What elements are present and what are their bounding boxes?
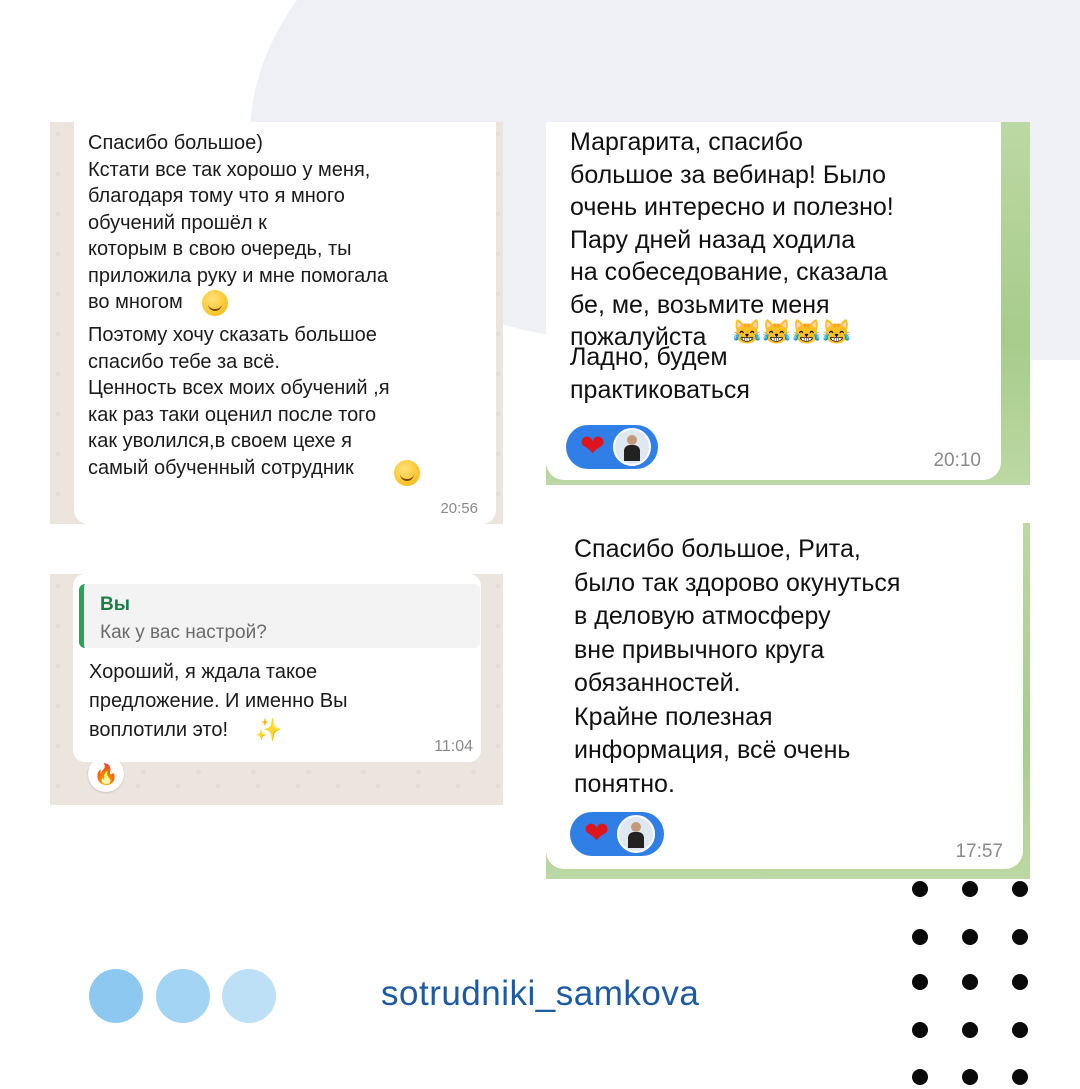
dot <box>912 881 928 897</box>
slightly-smiling-face-icon <box>394 460 420 486</box>
dot <box>1012 974 1028 990</box>
dot <box>1012 1069 1028 1085</box>
dot <box>962 974 978 990</box>
message-bubble <box>74 122 496 524</box>
dot <box>962 1069 978 1085</box>
message-text: Спасибо большое) Кстати все так хорошо у меня, благодаря тому что я много обучений прошёл к которым в свою очередь, ты приложила руку и мне помогала во многом <box>88 132 389 313</box>
message-time: 20:56 <box>440 500 478 517</box>
reaction-pill[interactable] <box>566 425 658 469</box>
fire-reaction-icon[interactable]: 🔥 <box>88 756 124 792</box>
dot <box>912 929 928 945</box>
heart-icon: ❤ <box>584 817 610 850</box>
message-time: 17:57 <box>955 841 1003 862</box>
dot <box>962 929 978 945</box>
dot <box>1012 881 1028 897</box>
dot <box>912 974 928 990</box>
decor-dot-grid <box>920 889 1080 1089</box>
message-text: Маргарита, спасибо большое за вебинар! Было очень интересно и полезно! Пару дней назад ходила на собеседование, сказала бе, ме, возьмите меня пожалуйста <box>570 128 894 351</box>
message-text-end: Ладно, будем практиковаться <box>570 343 750 404</box>
review-card-4 <box>546 523 1030 879</box>
dot <box>1012 1022 1028 1038</box>
dot <box>1012 929 1028 945</box>
cat-tears-emoji-run: 😹😹😹😹 <box>732 319 852 346</box>
dot <box>962 881 978 897</box>
sparkles-icon: ✨ <box>255 717 283 742</box>
dot <box>912 1069 928 1085</box>
message-text: Хороший, я ждала такое предложение. И именно Вы воплотили это! <box>89 661 348 741</box>
decor-circle-3 <box>222 969 276 1023</box>
message-bubble <box>546 523 1023 869</box>
reply-text: Как у вас настрой? <box>100 622 267 643</box>
heart-icon: ❤ <box>580 430 606 463</box>
decor-circle-2 <box>156 969 210 1023</box>
avatar <box>617 815 655 853</box>
reaction-pill[interactable] <box>570 812 664 856</box>
review-card-2 <box>546 122 1030 485</box>
reply-author: Вы <box>100 594 130 615</box>
review-card-1 <box>50 122 503 524</box>
instagram-handle[interactable]: sotrudniki_samkova <box>381 974 700 1013</box>
dot <box>912 1022 928 1038</box>
reply-quote[interactable] <box>79 584 480 648</box>
review-card-3 <box>50 574 503 805</box>
decor-circle-1 <box>89 969 143 1023</box>
message-bubble <box>73 574 481 762</box>
dot <box>962 1022 978 1038</box>
avatar <box>613 428 651 466</box>
message-time: 20:10 <box>933 450 981 471</box>
message-text-continued: Поэтому хочу сказать большое спасибо тебе за всё. Ценность всех моих обучений ,я как раз таки оценил после того как уволился,в своем цехе я самый обученный сотрудник <box>88 324 390 479</box>
message-time: 11:04 <box>434 738 473 755</box>
slightly-smiling-face-icon <box>202 290 228 316</box>
message-text: Спасибо большое, Рита, было так здорово окунуться в деловую атмосферу вне привычного круга обязанностей. Крайне полезная информация, всё очень понятно. <box>574 535 901 798</box>
message-bubble <box>546 122 1001 480</box>
